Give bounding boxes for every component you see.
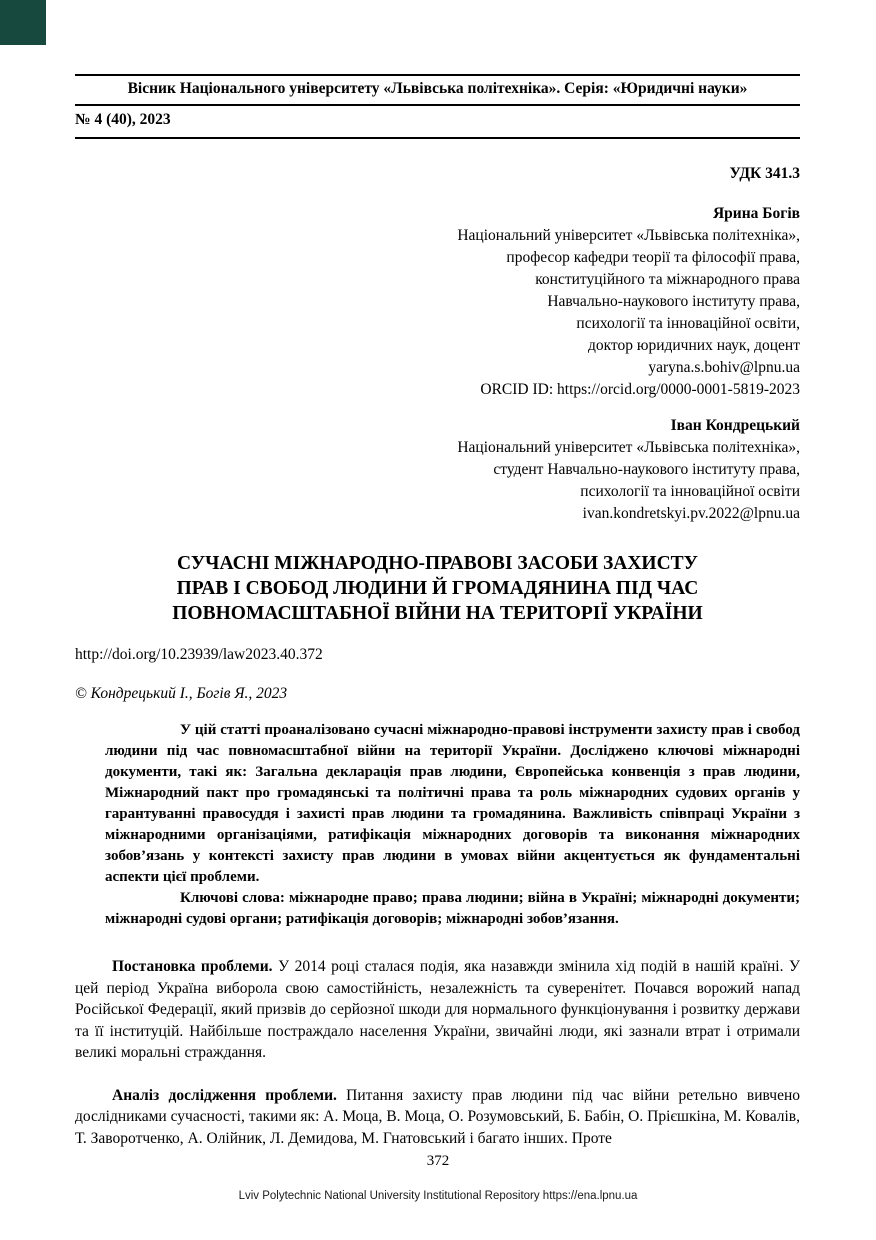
journal-header bbox=[75, 74, 800, 139]
author-affiliation-line: професор кафедри теорії та філософії права, bbox=[506, 249, 800, 266]
section-heading-1: Постановка проблеми. bbox=[112, 958, 273, 975]
section-heading-2: Аналіз дослідження проблеми. bbox=[112, 1086, 337, 1104]
author-affiliation-line: психології та інноваційної освіти bbox=[580, 483, 800, 500]
abstract-text: У цій статті проаналізовано сучасні міжнародно-правові інструменти захисту прав і свобод людини під час повномасштабної війни на території України. Досліджено ключові міжнародні документи, такі як: Загальна декларація прав людини, Європейська конвенція з прав людини, Міжнародний пакт про громадянські та політичні права та роль міжнародних судових органів у гарантуванні правосуддя і захисті прав людини та громадянина. Важливість співпраці України з міжнародними організаціями, ратифікація міжнародних договорів та виконання міжнародних зобов’язань у контексті захисту прав людини в умовах війни акцентується як фундаментальні аспекти цієї проблеми. bbox=[105, 722, 800, 885]
author-affiliation-line: доктор юридичних наук, доцент bbox=[587, 337, 800, 354]
author-orcid: ORCID ID: https://orcid.org/0000-0001-5819-2023 bbox=[480, 381, 800, 398]
article-title-line: ПОВНОМАСШТАБНОЇ ВІЙНИ НА ТЕРИТОРІЇ УКРАЇНИ bbox=[172, 603, 703, 624]
repository-note: Lviv Polytechnic National University Institutional Repository https://ena.lpnu.ua bbox=[238, 1190, 638, 1202]
author-affiliation-line: студент Навчально-наукового інституту права, bbox=[493, 461, 800, 478]
author-affiliation-line: Національний університет «Львівська політехніка», bbox=[457, 439, 800, 456]
section-text-1: У 2014 році сталася подія, яка назавжди змінила хід подій в нашій країні. У цей період Україна виборола свою самостійність, незалежність та суверенітет. Почався ворожий напад Російської Федерації, який призвів до серйозної шкоди для нормального функціонування і розвитку держави та її інституцій. Найбільше постраждало населення України, звичайні люди, які зазнали втрат і отримали великі моральні страждання. bbox=[75, 958, 801, 1061]
author-name-2: Іван Кондрецький bbox=[670, 417, 800, 434]
author-block-2 bbox=[75, 415, 800, 525]
keywords: Ключові слова: міжнародне право; права людини; війна в Україні; міжнародні документи; міжнародні судові органи; ратифікація договорів; міжнародні зобов’язання. bbox=[105, 890, 800, 927]
author-email: ivan.kondretskyi.pv.2022@lpnu.ua bbox=[582, 505, 800, 522]
article-title-line: ПРАВ І СВОБОД ЛЮДИНИ Й ГРОМАДЯНИНА ПІД ЧАС bbox=[176, 578, 699, 599]
author-block-1 bbox=[75, 203, 800, 401]
udc-code: УДК 341.3 bbox=[729, 165, 800, 182]
author-affiliation-line: психології та інноваційної освіти, bbox=[576, 315, 800, 332]
article-title-line: СУЧАСНІ МІЖНАРОДНО-ПРАВОВІ ЗАСОБИ ЗАХИСТУ bbox=[177, 553, 698, 574]
header-rule-bottom bbox=[75, 137, 800, 139]
author-affiliation-line: конституційного та міжнародного права bbox=[535, 271, 800, 288]
journal-title: Вісник Національного університету «Львівська політехніка». Серія: «Юридичні науки» bbox=[127, 80, 748, 97]
abstract-block bbox=[105, 720, 800, 930]
page-number: 372 bbox=[426, 1153, 450, 1169]
corner-marker bbox=[0, 0, 46, 45]
section-paragraph-2 bbox=[75, 1085, 800, 1150]
issue-number: № 4 (40), 2023 bbox=[75, 111, 171, 128]
doi-link: http://doi.org/10.23939/law2023.40.372 bbox=[75, 646, 323, 663]
article-title bbox=[75, 551, 800, 626]
author-affiliation-line: Навчально-наукового інституту права, bbox=[547, 293, 800, 310]
author-name-1: Ярина Богів bbox=[712, 205, 800, 222]
section-text-2: Питання захисту прав людини під час війни ретельно вивчено дослідниками сучасності, такими як: А. Моца, В. Моца, О. Розумовський, Б. Бабін, О. Прієшкіна, М. Ковалів, Т. Заворотченко, А. Олійник, Л. Демидова, М. Гнатовський і багато інших. Проте bbox=[75, 1086, 800, 1147]
author-email: yaryna.s.bohiv@lpnu.ua bbox=[648, 359, 800, 376]
section-paragraph-1 bbox=[75, 956, 800, 1064]
copyright-line: © Кондрецький І., Богів Я., 2023 bbox=[75, 685, 288, 702]
author-affiliation-line: Національний університет «Львівська політехніка», bbox=[457, 227, 800, 244]
